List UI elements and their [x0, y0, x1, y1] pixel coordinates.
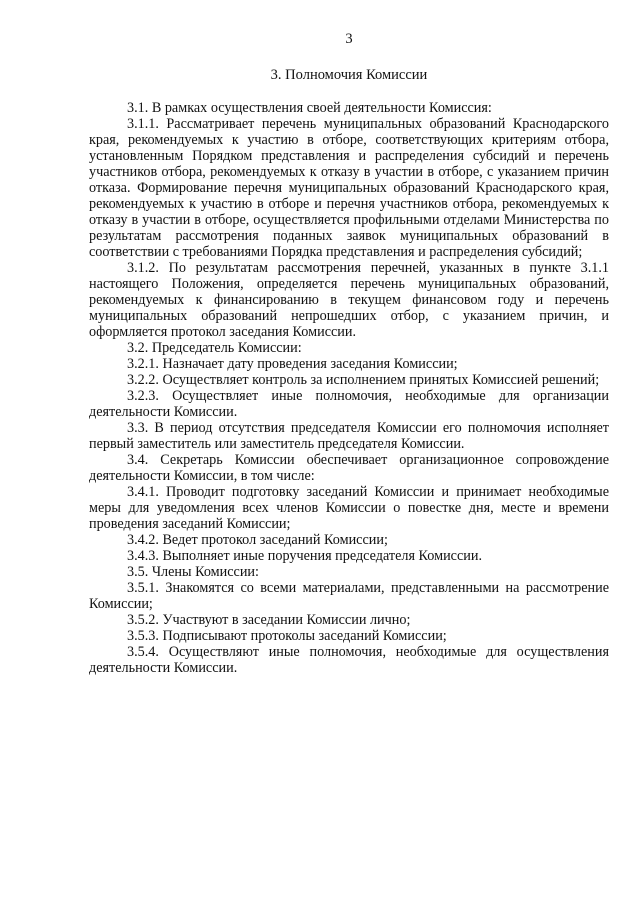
paragraph-3-1: 3.1. В рамках осуществления своей деятельности Комиссия:: [127, 100, 492, 116]
paragraph-3-4-3: 3.4.3. Выполняет иные поручения председателя Комиссии.: [127, 548, 483, 564]
paragraph-3-5-2: 3.5.2. Участвуют в заседании Комиссии лично;: [127, 612, 411, 628]
paragraph-3-5-4: 3.5.4. Осуществляют иные полномочия, необходимые для осуществления деятельности Комиссии.: [89, 644, 609, 676]
paragraph-3-1-2: 3.1.2. По результатам рассмотрения перечней, указанных в пункте 3.1.1 настоящего Положения, определяется перечень муниципальных образований, рекомендуемых к финансированию в текущем финансовом году и перечень муниципальных образований непрошедших отбор, с указанием причин, и оформляется протокол заседания Комиссии.: [89, 260, 609, 340]
paragraph-3-4: 3.4. Секретарь Комиссии обеспечивает организационное сопровождение деятельности Комиссии, в том числе:: [89, 452, 609, 484]
paragraph-3-1-1: 3.1.1. Рассматривает перечень муниципальных образований Краснодарского края, рекомендуемых к участию в отборе, соответствующих критериям отбора, установленным Порядком представления и распределения субсидий и перечень участников отбора, рекомендуемых к отказу в участии в отборе, с указанием причин отказа. Формирование перечня муниципальных образований Краснодарского края, рекомендуемых к участию в отборе и перечня участников отбора, рекомендуемых к отказу в участии в отборе, осуществляется профильными отделами Министерства по результатам рассмотрения поданных заявок муниципальных образований в соответствии с требованиями Порядка представления и распределения субсидий;: [89, 116, 609, 260]
document-body: [89, 100, 609, 676]
paragraph-3-2-3: 3.2.3. Осуществляет иные полномочия, необходимые для организации деятельности Комиссии.: [89, 388, 609, 420]
section-title: 3. Полномочия Комиссии: [270, 67, 428, 83]
paragraph-3-5: 3.5. Члены Комиссии:: [127, 564, 259, 580]
page-number: 3: [345, 31, 353, 47]
paragraph-3-3: 3.3. В период отсутствия председателя Комиссии его полномочия исполняет первый заместитель или заместитель председателя Комиссии.: [89, 420, 609, 452]
paragraph-3-2-2: 3.2.2. Осуществляет контроль за исполнением принятых Комиссией решений;: [127, 372, 600, 388]
paragraph-3-5-3: 3.5.3. Подписывают протоколы заседаний Комиссии;: [127, 628, 447, 644]
paragraph-3-5-1: 3.5.1. Знакомятся со всеми материалами, представленными на рассмотрение Комиссии;: [89, 580, 609, 612]
paragraph-3-4-2: 3.4.2. Ведет протокол заседаний Комиссии;: [127, 532, 388, 548]
paragraph-3-2-1: 3.2.1. Назначает дату проведения заседания Комиссии;: [127, 356, 458, 372]
paragraph-3-2: 3.2. Председатель Комиссии:: [127, 340, 302, 356]
paragraph-3-4-1: 3.4.1. Проводит подготовку заседаний Комиссии и принимает необходимые меры для уведомления всех членов Комиссии о повестке дня, месте и времени проведения заседаний Комиссии;: [89, 484, 609, 532]
